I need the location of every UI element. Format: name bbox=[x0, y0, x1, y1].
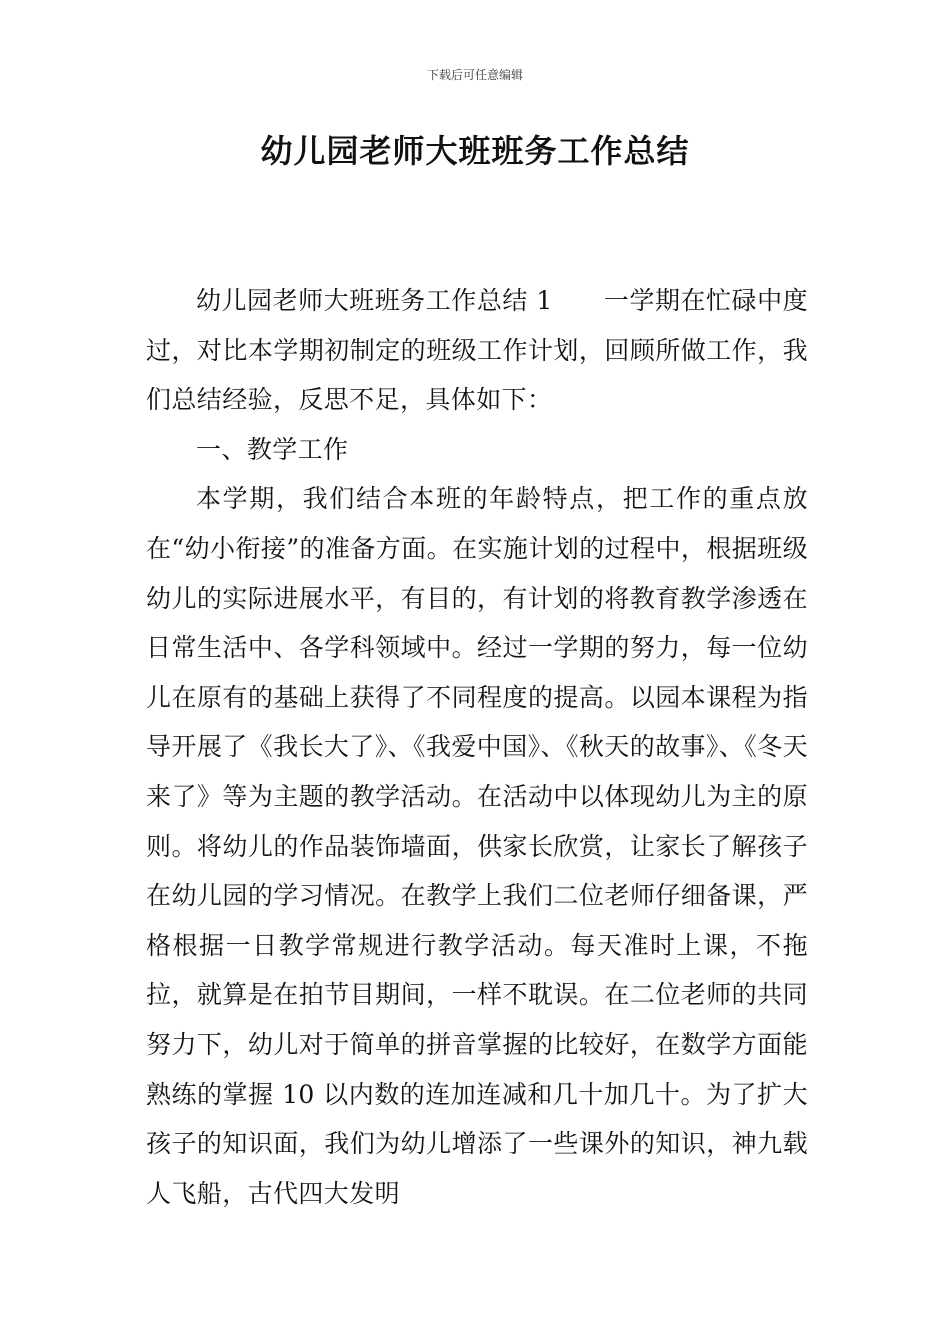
document-body bbox=[146, 276, 808, 1218]
paragraph-intro: 幼儿园老师大班班务工作总结 1 一学期在忙碌中度过，对比本学期初制定的班级工作计划，回顾所做工作，我们总结经验，反思不足，具体如下： bbox=[146, 286, 808, 415]
paragraph-teaching: 本学期，我们结合本班的年龄特点，把工作的重点放在“幼小衔接”的准备方面。在实施计划的过程中，根据班级幼儿的实际进展水平，有目的，有计划的将教育教学渗透在日常生活中、各学科领域中。经过一学期的努力，每一位幼儿在原有的基础上获得了不同程度的提高。以园本课程为指导开展了《我长大了》、《我爱中国》、《秋天的故事》、《冬天来了》等为主题的教学活动。在活动中以体现幼儿为主的原则。将幼儿的作品装饰墙面，供家长欣赏，让家长了解孩子在幼儿园的学习情况。在教学上我们二位老师仔细备课，严格根据一日教学常规进行教学活动。每天准时上课，不拖拉，就算是在拍节目期间，一样不耽误。在二位老师的共同努力下，幼儿对于简单的拼音掌握的比较好，在数学方面能熟练的掌握 10 以内数的连加连减和几十加几十。为了扩大孩子的知识面，我们为幼儿增添了一些课外的知识，神九载人飞船，古代四大发明 bbox=[146, 484, 808, 1208]
section-heading-teaching: 一、教学工作 bbox=[196, 434, 349, 464]
header-note: 下载后可任意编辑 bbox=[426, 68, 523, 82]
document-title: 幼儿园老师大班班务工作总结 bbox=[260, 132, 690, 170]
